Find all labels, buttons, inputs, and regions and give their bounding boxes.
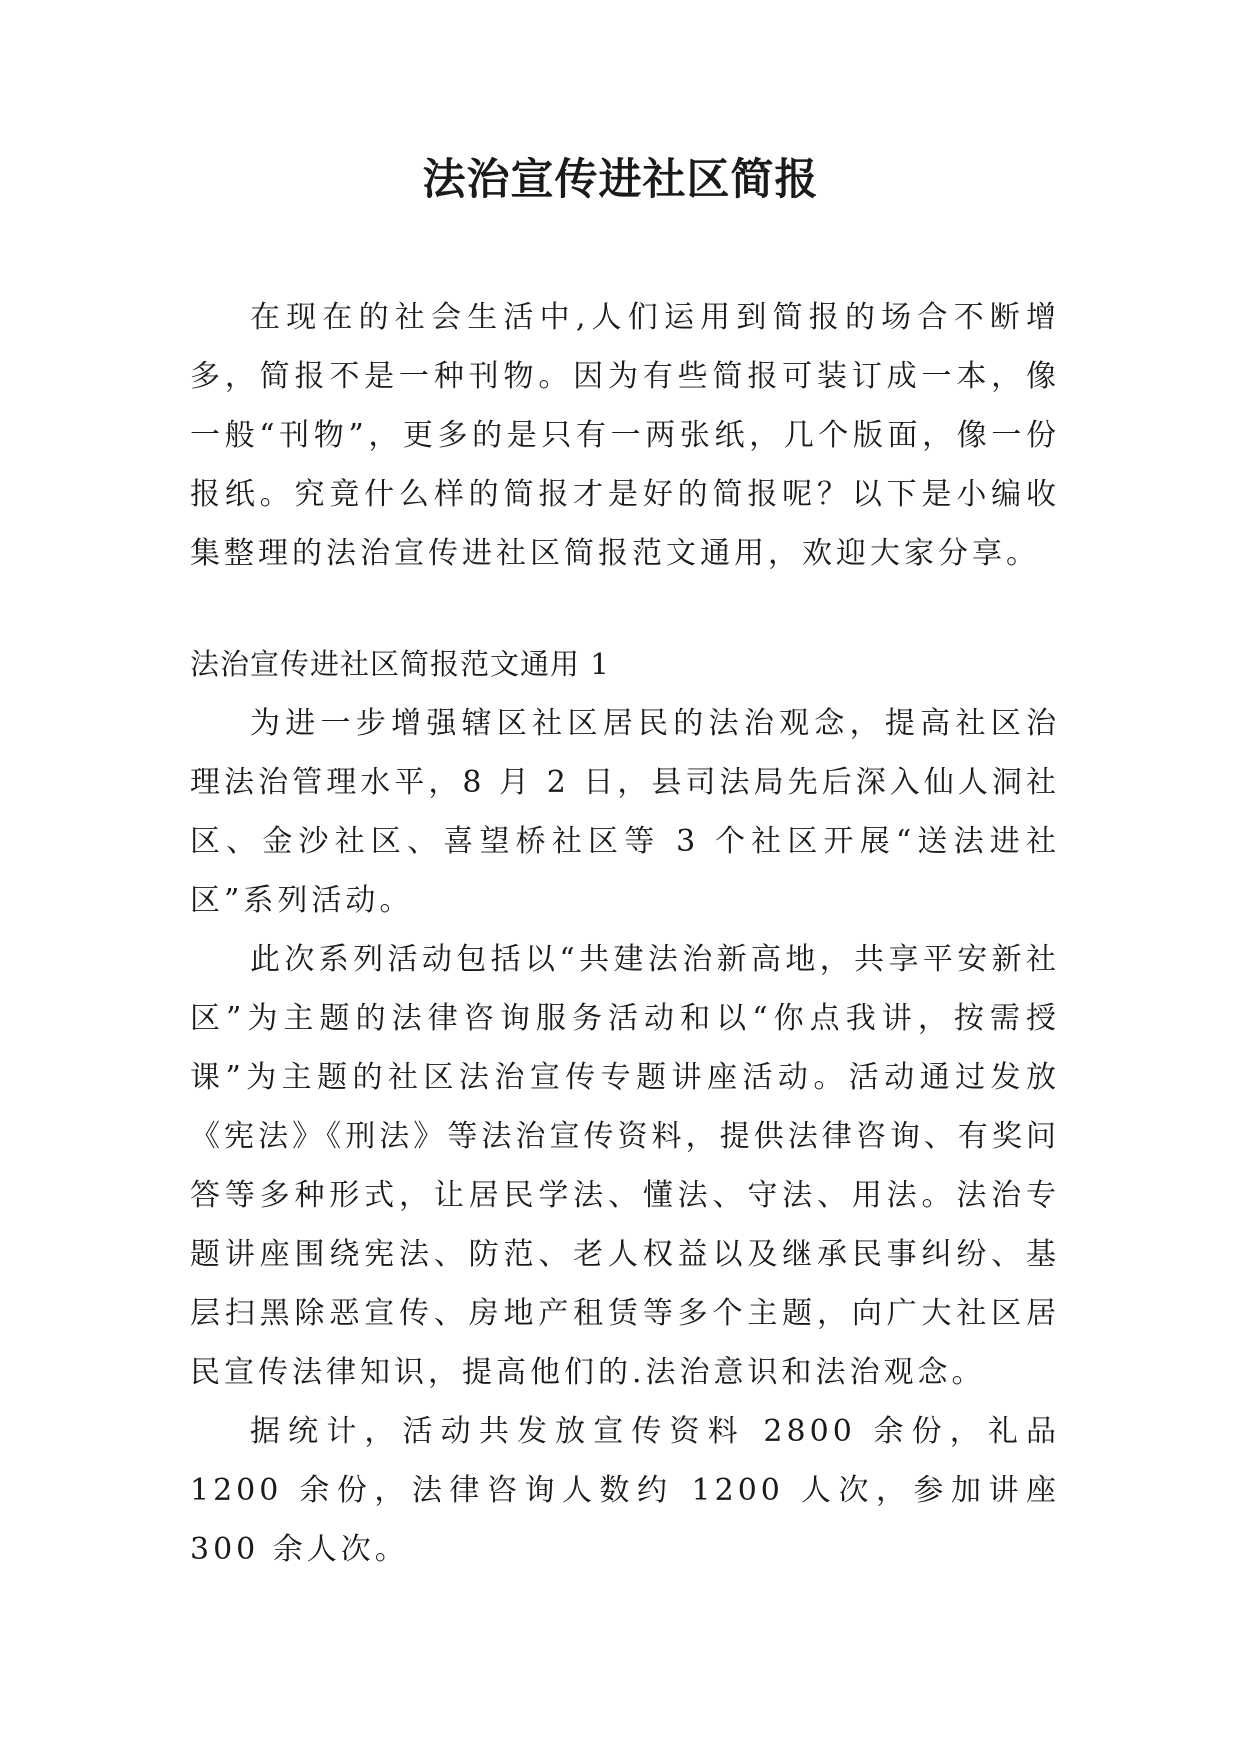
- body-paragraph-1: 为进一步增强辖区社区居民的法治观念，提高社区治理法治管理水平，8 月 2 日，县司法局先后深入仙人洞社区、金沙社区、喜望桥社区等 3 个社区开展“送法进社区”系列活动。: [190, 706, 1060, 918]
- intro-paragraph: 在现在的社会生活中,人们运用到简报的场合不断增多，简报不是一种刊物。因为有些简报可装订成一本，像一般“刊物”，更多的是只有一两张纸，几个版面，像一份报纸。究竟什么样的简报才是好的简报呢？以下是小编收集整理的法治宣传进社区简报范文通用，欢迎大家分享。: [190, 300, 1060, 571]
- body-paragraph-2: 此次系列活动包括以“共建法治新高地，共享平安新社区”为主题的法律咨询服务活动和以“你点我讲，按需授课”为主题的社区法治宣传专题讲座活动。活动通过发放《宪法》《刑法》等法治宣传资料，提供法律咨询、有奖问答等多种形式，让居民学法、懂法、守法、用法。法治专题讲座围绕宪法、防范、老人权益以及继承民事纠纷、基层扫黑除恶宣传、房地产租赁等多个主题，向广大社区居民宣传法律知识，提高他们的.法治意识和法治观念。: [190, 942, 1060, 1390]
- document-title: 法治宣传进社区简报: [422, 155, 819, 205]
- document-body: [190, 288, 1060, 1579]
- body-paragraph-3: 据统计，活动共发放宣传资料 2800 余份，礼品 1200 余份，法律咨询人数约 1200 人次，参加讲座 300 余人次。: [190, 1414, 1060, 1567]
- section-heading: 法治宣传进社区简报范文通用 1: [190, 647, 610, 681]
